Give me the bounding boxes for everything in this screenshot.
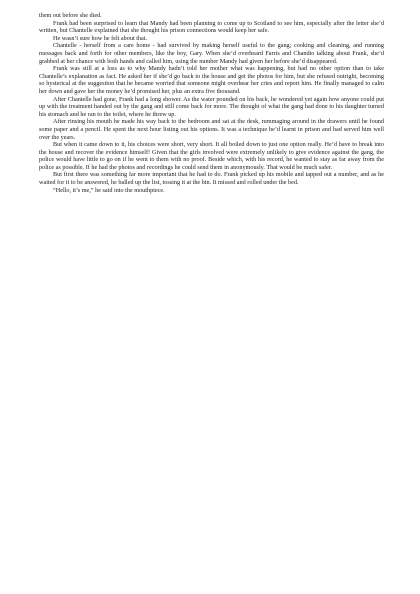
paragraph: Chantelle - herself from a care home - had survived by making herself useful to the gang; cooking and cleaning, and running messages back and forth for other members, like the boy, Gary. When she’d overheard Farris and Chandio talking about Frank, she’d grabbed at her chance with both hands and called him, using the number Mandy had given her before she’d disappeared. [39,42,384,65]
paragraph: After Chantelle had gone, Frank had a long shower. As the water pounded on his back, he wondered yet again how anyone could put up with the treatment handed out by the gang and still come back for more. The thought of what the gang had done to his daughter turned his stomach and he ran to the toilet, where he threw up. [39,95,384,118]
paragraph: Frank had been surprised to learn that Mandy had been planning to come up to Scotland to see him, especially after the letter she’d written, but Chantelle explained that she thought his prison connections would keep her safe. [39,19,384,35]
paragraph: After rinsing his mouth he made his way back to the bedroom and sat at the desk, rummaging around in the drawers until he found some paper and a pencil. He spent the next hour listing out his options. It was a technique he’d learnt in prison and had served him well over the years. [39,118,384,141]
paragraph: Frank was still at a loss as to why Mandy hadn’t told her mother what was happening, but had no other option than to take Chantelle’s explanation as fact. He asked her if she’d go back to the house and get the photos for him, but she refused outright, becoming so hysterical at the suggestion that he became worried that someone might overhear her cries and report him. He finally managed to calm her down and gave her the money he’d promised her, plus an extra five thousand. [39,65,384,95]
body-text [39,12,384,194]
paragraph: He wasn’t sure how he felt about that. [53,34,148,42]
paragraph: them out before she died. [39,12,102,19]
paragraph: “Hello, it’s me,” he said into the mouthpiece. [53,186,165,194]
paragraph: But when it came down to it, his choices were short, very short. It all boiled down to just one option really. He’d have to break into the house and recover the evidence himself! Given that the girls involved were extremely unlikely to give evidence against the gang, the police would have little to go on if he went to them with no proof. Beside which, with his record, he wanted to stay as far away from the police as possible. If he had the photos and recordings he could send them in anonymously. That would be much safer. [39,141,384,171]
paragraph: But first there was something far more important that he had to do. Frank picked up his mobile and tapped out a number, and as he waited for it to be answered, he balled up the list, tossing it at the bin. It missed and rolled under the bed. [39,171,384,187]
